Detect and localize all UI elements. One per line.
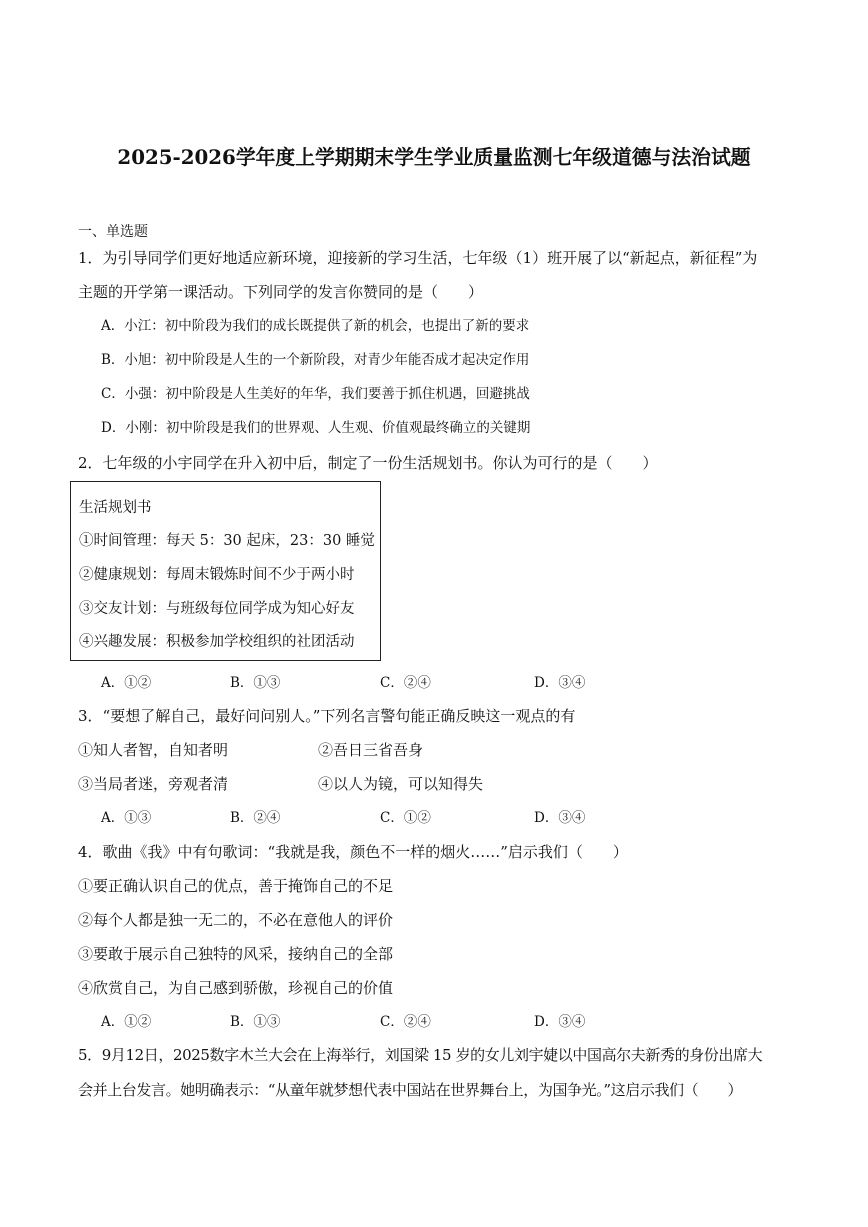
- question-4-option-c[interactable]: C．②④: [380, 1014, 431, 1030]
- question-1-option-c[interactable]: C．小强：初中阶段是人生美好的年华，我们要善于抓住机遇，回避挑战: [101, 386, 530, 402]
- question-1-option-a[interactable]: A．小江：初中阶段为我们的成长既提供了新的机会，也提出了新的要求: [101, 318, 530, 334]
- question-4-item: ③要敢于展示自己独特的风采，接纳自己的全部: [78, 945, 394, 963]
- question-5-line-1: 5．9月12日，2025数字木兰大会在上海举行，刘国梁 15 岁的女儿刘宇婕以中国高尔夫新秀的身份出席大: [78, 1046, 763, 1064]
- question-3-item: ①知人者智，自知者明: [78, 741, 229, 759]
- question-4-line-1: 4．歌曲《我》中有句歌词：“我就是我，颜色不一样的烟火……”启示我们（ ）: [78, 843, 628, 861]
- question-3-option-d[interactable]: D．③④: [534, 810, 586, 826]
- question-3-item: ③当局者迷，旁观者清: [78, 775, 229, 793]
- question-2-option-c[interactable]: C．②④: [380, 675, 431, 691]
- life-plan-item: ④兴趣发展：积极参加学校组织的社团活动: [79, 634, 355, 650]
- question-2-line-1: 2．七年级的小宇同学在升入初中后，制定了一份生活规划书。你认为可行的是（ ）: [78, 454, 658, 472]
- life-plan-item: ③交友计划：与班级每位同学成为知心好友: [79, 601, 355, 617]
- question-4-item: ①要正确认识自己的优点，善于掩饰自己的不足: [78, 877, 394, 895]
- question-2-option-a[interactable]: A．①②: [101, 675, 152, 691]
- life-plan-item: ①时间管理：每天 5：30 起床，23：30 睡觉: [79, 533, 375, 549]
- question-3-item: ②吾日三省吾身: [318, 741, 424, 759]
- question-3-option-b[interactable]: B．②④: [230, 810, 281, 826]
- question-1-option-b[interactable]: B．小旭：初中阶段是人生的一个新阶段，对青少年能否成才起决定作用: [101, 352, 530, 368]
- question-1-line-1: 1．为引导同学们更好地适应新环境，迎接新的学习生活，七年级（1）班开展了以“新起点，新征程”为: [78, 249, 758, 267]
- section-heading: 一、单选题: [78, 224, 148, 240]
- question-3-option-c[interactable]: C．①②: [380, 810, 431, 826]
- question-1-line-2: 主题的开学第一课活动。下列同学的发言你赞同的是（ ）: [78, 283, 484, 301]
- question-5-line-2: 会并上台发言。她明确表示：“从童年就梦想代表中国站在世界舞台上，为国争光。”这启示我们（ ）: [78, 1081, 743, 1099]
- question-1-option-d[interactable]: D．小刚：初中阶段是我们的世界观、人生观、价值观最终确立的关键期: [101, 420, 531, 436]
- life-plan-box: [70, 481, 381, 661]
- question-4-option-d[interactable]: D．③④: [534, 1014, 586, 1030]
- question-3-item: ④以人为镜，可以知得失: [318, 775, 484, 793]
- question-2-option-d[interactable]: D．③④: [534, 675, 586, 691]
- question-4-item: ④欣赏自己，为自己感到骄傲，珍视自己的价值: [78, 979, 394, 997]
- life-plan-heading: 生活规划书: [79, 500, 152, 516]
- question-3-line-1: 3．“要想了解自己，最好问问别人。”下列名言警句能正确反映这一观点的有: [78, 707, 576, 725]
- question-4-item: ②每个人都是独一无二的，不必在意他人的评价: [78, 911, 394, 929]
- exam-title: 2025-2026学年度上学期期末学生学业质量监测七年级道德与法治试题: [117, 145, 751, 169]
- question-2-option-b[interactable]: B．①③: [230, 675, 281, 691]
- question-4-option-b[interactable]: B．①③: [230, 1014, 281, 1030]
- life-plan-item: ②健康规划：每周末锻炼时间不少于两小时: [79, 567, 355, 583]
- question-4-option-a[interactable]: A．①②: [101, 1014, 152, 1030]
- question-3-option-a[interactable]: A．①③: [101, 810, 152, 826]
